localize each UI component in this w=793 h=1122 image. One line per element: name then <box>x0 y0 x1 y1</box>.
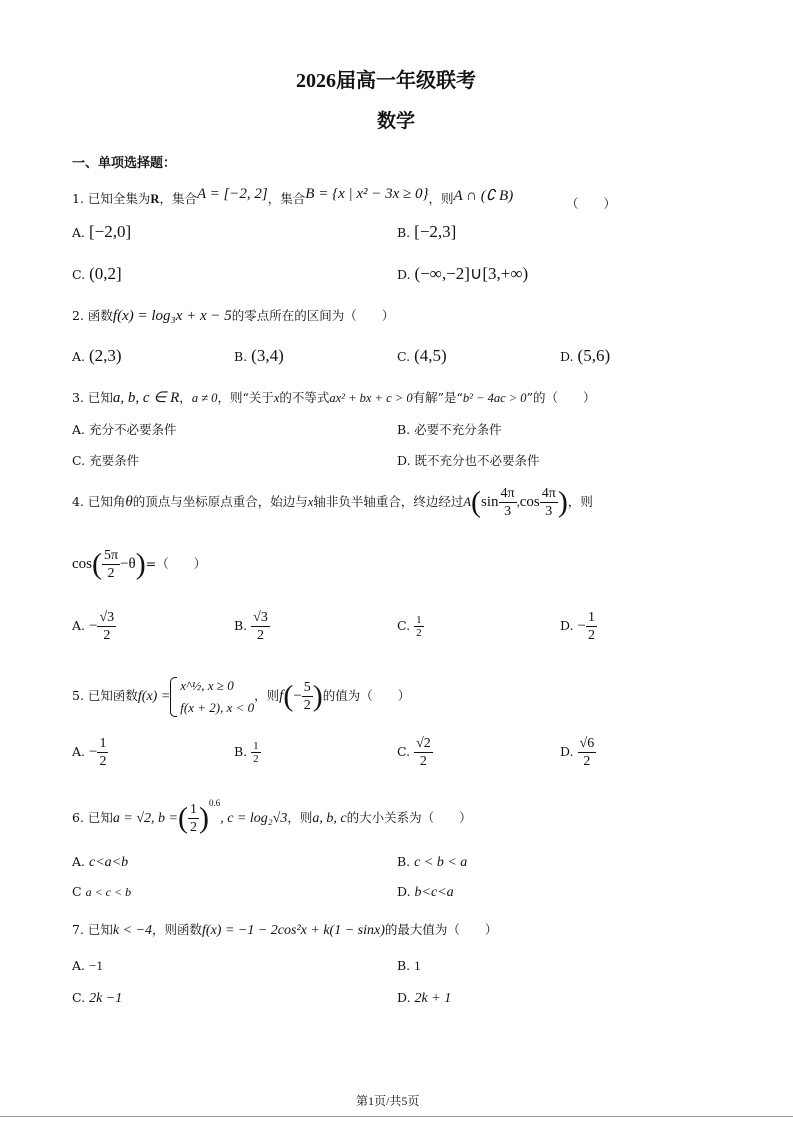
option-label: A. <box>72 422 86 437</box>
option-value: a < c < b <box>85 885 132 899</box>
question-5-stem <box>72 668 410 724</box>
numerator: 1 <box>99 736 107 751</box>
q6-text-c: 的大小关系为（ ） <box>346 810 472 825</box>
numerator: 5π <box>104 548 119 563</box>
denominator: 2 <box>107 566 115 581</box>
q6-text-b: ，则 <box>287 810 313 825</box>
q1-text-b: ，集合 <box>159 191 197 206</box>
option-label: A. <box>72 349 86 364</box>
q1-option-a <box>72 222 131 242</box>
denominator: 2 <box>253 753 259 765</box>
q4-option-d <box>560 606 597 646</box>
q6-option-b <box>397 854 467 871</box>
q3-option-a <box>72 420 177 438</box>
option-label: C. <box>72 990 86 1005</box>
q5-text-b: ，则 <box>254 688 280 703</box>
subject-title: 数学 <box>377 110 416 132</box>
paren-right: ) <box>135 547 146 581</box>
q6-math-abc: a, b, c <box>312 811 347 826</box>
q4-fraction-4pi-3 <box>499 485 517 520</box>
option-value: (0,2] <box>89 264 122 283</box>
numerator: 1 <box>588 610 596 625</box>
q6-math-c: , c = log₂√3 <box>220 811 288 826</box>
option-label: A. <box>72 225 86 240</box>
q2-option-c <box>397 346 447 366</box>
q4-text-a: 4. 已知角 <box>72 494 126 509</box>
q7-math-k: k < −4 <box>112 923 153 938</box>
q4-fraction-4pi-3 <box>540 485 558 520</box>
q5-math-f: f <box>279 688 284 704</box>
option-fraction <box>578 735 597 770</box>
q7-text-a: 7. 已知 <box>72 922 113 937</box>
option-label: B. <box>234 744 248 759</box>
denominator: 2 <box>257 628 264 643</box>
denominator: 2 <box>99 754 107 769</box>
q5-text-a: 5. 已知函数 <box>72 688 138 703</box>
q6-exponent: 0.6 <box>208 798 221 808</box>
q1-math-expr: A ∩ (∁ B) <box>453 188 514 204</box>
q1-math-B: B = {x | x² − 3x ≥ 0} <box>305 186 429 202</box>
denominator: 2 <box>583 754 591 769</box>
option-value: (4,5) <box>414 346 447 365</box>
option-label: C. <box>397 618 411 633</box>
option-label: D. <box>560 349 574 364</box>
numerator: √3 <box>99 610 115 625</box>
option-value: c<a<b <box>89 855 129 870</box>
denominator: 3 <box>545 504 553 519</box>
numerator: 4π <box>500 486 515 501</box>
q5-option-d <box>560 732 596 772</box>
option-label: C. <box>397 349 411 364</box>
option-value: c < b < a <box>414 855 468 870</box>
q6-fraction <box>188 801 199 836</box>
q3-text-e: 有解”是“ <box>412 390 463 405</box>
question-4-line2 <box>72 542 206 586</box>
option-label: B. <box>397 422 411 437</box>
option-label: B. <box>397 225 411 240</box>
denominator: 2 <box>103 628 111 643</box>
q4-math-x: x <box>307 495 314 509</box>
q3-math-a0: a ≠ 0 <box>191 391 218 405</box>
option-value: (−∞,−2]∪[3,+∞) <box>414 264 529 283</box>
q2-math-f: f(x) = log₃x + x − 5 <box>112 308 232 324</box>
option-label: D. <box>397 267 411 282</box>
q4-math-A: A <box>463 495 472 509</box>
q5-piecewise <box>170 675 254 719</box>
q3-option-d <box>397 451 540 469</box>
q4-math-theta: θ <box>125 494 133 510</box>
numerator: 5 <box>303 680 311 695</box>
q3-math-abc: a, b, c ∈ R <box>112 390 180 406</box>
option-label: C <box>72 884 82 899</box>
q3-text-f: ”的（ ） <box>526 390 596 405</box>
q2-option-b <box>234 346 284 366</box>
option-value: [−2,0] <box>89 222 132 241</box>
option-value: 1 <box>414 958 421 973</box>
paren-left: ( <box>92 547 102 581</box>
question-4-stem <box>72 480 593 524</box>
bottom-rule <box>0 1116 793 1117</box>
q5-option-b <box>234 732 261 772</box>
option-fraction <box>251 740 261 765</box>
numerator: 1 <box>253 740 259 752</box>
q4-math-sin: sin <box>481 494 499 510</box>
q5-case-2: f(x + 2), x < 0 <box>180 699 255 715</box>
option-value: −1 <box>89 958 103 973</box>
option-label: A. <box>72 958 86 973</box>
q4-option-c <box>397 606 424 646</box>
option-label: D. <box>560 744 574 759</box>
q3-option-c <box>72 451 139 469</box>
q3-math-x: x <box>273 391 280 405</box>
q4-option-a <box>72 606 116 646</box>
brace-icon <box>170 677 177 717</box>
paren-right: ) <box>557 485 568 519</box>
paren-left: ( <box>471 485 482 519</box>
q2-option-d <box>560 346 610 366</box>
option-fraction <box>414 735 433 770</box>
q2-text-a: 2. 函数 <box>72 308 113 323</box>
q4-text-d: ，则 <box>567 494 593 509</box>
option-label: D. <box>397 453 411 468</box>
section-heading: 一、单项选择题： <box>72 156 177 171</box>
option-value: 2k −1 <box>89 991 123 1006</box>
q1-option-d <box>397 264 528 284</box>
q4-text-c: 轴非负半轴重合，终边经过 <box>313 494 464 509</box>
q7-text-c: 的最大值为（ ） <box>384 922 498 937</box>
q7-option-c <box>72 990 122 1007</box>
question-2-stem <box>72 306 394 325</box>
q7-option-a <box>72 958 103 974</box>
page-title: 2026届高一年级联考 <box>296 70 476 92</box>
q3-math-disc: b² − 4ac > 0 <box>462 391 527 405</box>
option-value: 充要条件 <box>89 453 140 468</box>
q1-text-c: ，集合 <box>267 191 306 206</box>
option-label: B. <box>397 854 411 869</box>
option-label: A. <box>72 744 86 759</box>
q5-fraction <box>302 679 313 714</box>
option-label: A. <box>72 854 86 869</box>
q7-text-b: ，则函数 <box>152 922 203 937</box>
option-fraction <box>414 614 424 639</box>
option-value: 既不充分也不必要条件 <box>414 453 540 468</box>
q7-math-f: f(x) = −1 − 2cos²x + k(1 − sinx) <box>202 923 385 938</box>
q7-option-b <box>397 958 421 974</box>
q4-math-cos: cos <box>519 494 540 510</box>
option-value: 2k + 1 <box>414 991 452 1006</box>
q4-math-cos: cos <box>72 556 92 572</box>
numerator: 1 <box>416 614 422 626</box>
paren-left: ( <box>177 801 188 835</box>
q3-option-b <box>397 420 502 438</box>
option-fraction <box>251 609 270 644</box>
q6-text-a: 6. 已知 <box>72 810 113 825</box>
question-1-stem <box>72 186 514 208</box>
paren-right: ) <box>198 801 209 835</box>
denominator: 2 <box>419 754 427 769</box>
q1-math-A: A = [−2, 2] <box>196 186 268 202</box>
numerator: √2 <box>416 736 431 751</box>
question-6-stem <box>72 796 472 840</box>
option-value: 充分不必要条件 <box>89 422 177 437</box>
q4-text-b: 的顶点与坐标原点重合，始边与 <box>132 494 308 509</box>
paren-right: ) <box>312 679 323 713</box>
option-label: D. <box>397 990 411 1005</box>
q3-text-c: ，则“关于 <box>217 390 274 405</box>
option-label: D. <box>560 618 574 633</box>
q3-math-ineq: ax² + bx + c > 0 <box>329 391 413 405</box>
q1-text-a: 1. 已知全集为 <box>72 191 151 206</box>
question-7-stem <box>72 920 497 939</box>
option-label: C. <box>397 744 411 759</box>
q5-option-a <box>72 732 108 772</box>
q6-option-c <box>72 884 131 900</box>
q1-math-R: R <box>150 192 160 206</box>
option-value: [−2,3] <box>414 222 457 241</box>
q2-option-a <box>72 346 122 366</box>
q4-fraction-5pi-2 <box>102 547 120 582</box>
option-label: C. <box>72 267 86 282</box>
paren-left: ( <box>283 679 294 713</box>
q5-text-c: 的值为（ ） <box>322 688 411 703</box>
option-sign: − <box>89 744 98 760</box>
denominator: 3 <box>504 504 512 519</box>
q6-math-ab: a = √2, b = <box>112 811 178 826</box>
option-value: (3,4) <box>251 346 284 365</box>
option-value: (2,3) <box>89 346 122 365</box>
denominator: 2 <box>416 627 422 639</box>
option-label: C. <box>72 453 86 468</box>
numerator: √6 <box>579 736 595 751</box>
option-label: B. <box>234 618 248 633</box>
option-label: D. <box>397 884 411 899</box>
q1-option-b <box>397 222 456 242</box>
option-value: (5,6) <box>577 346 611 365</box>
numerator: 1 <box>189 802 197 817</box>
denominator: 2 <box>189 820 197 835</box>
q5-math-fx: f(x) = <box>137 689 171 704</box>
page-footer: 第1页/共5页 <box>356 1094 420 1108</box>
q2-text-b: 的零点所在的区间为（ ） <box>231 308 395 323</box>
option-fraction <box>586 609 597 644</box>
option-fraction <box>97 735 108 770</box>
option-sign: − <box>89 618 98 634</box>
numerator: 4π <box>541 486 556 501</box>
q1-text-d: ，则 <box>428 191 454 206</box>
q5-math-neg: − <box>293 688 302 704</box>
q6-option-a <box>72 854 128 871</box>
option-fraction <box>97 609 116 644</box>
option-label: A. <box>72 618 86 633</box>
q1-option-c <box>72 264 122 284</box>
option-sign: − <box>577 618 587 634</box>
q4-text-eq: =（ ） <box>145 556 207 571</box>
question-1-blank: （ ） <box>566 196 617 211</box>
option-value: 必要不充分条件 <box>414 422 502 437</box>
option-value: b<c<a <box>414 885 454 900</box>
q5-option-c <box>397 732 433 772</box>
comma: , <box>516 495 520 509</box>
numerator: √3 <box>253 610 268 625</box>
q6-option-d <box>397 884 454 901</box>
q5-case-1: x^½, x ≥ 0 <box>180 677 234 693</box>
q3-text-b: ， <box>179 390 192 405</box>
q3-text-a: 3. 已知 <box>72 390 113 405</box>
q4-option-b <box>234 606 270 646</box>
question-3-stem <box>72 388 595 407</box>
option-label: B. <box>234 349 248 364</box>
option-label: B. <box>397 958 411 973</box>
denominator: 2 <box>588 628 596 643</box>
q4-math-minus-theta: −θ <box>120 556 136 572</box>
q3-text-d: 的不等式 <box>279 390 330 405</box>
q7-option-d <box>397 990 451 1007</box>
denominator: 2 <box>303 698 311 713</box>
